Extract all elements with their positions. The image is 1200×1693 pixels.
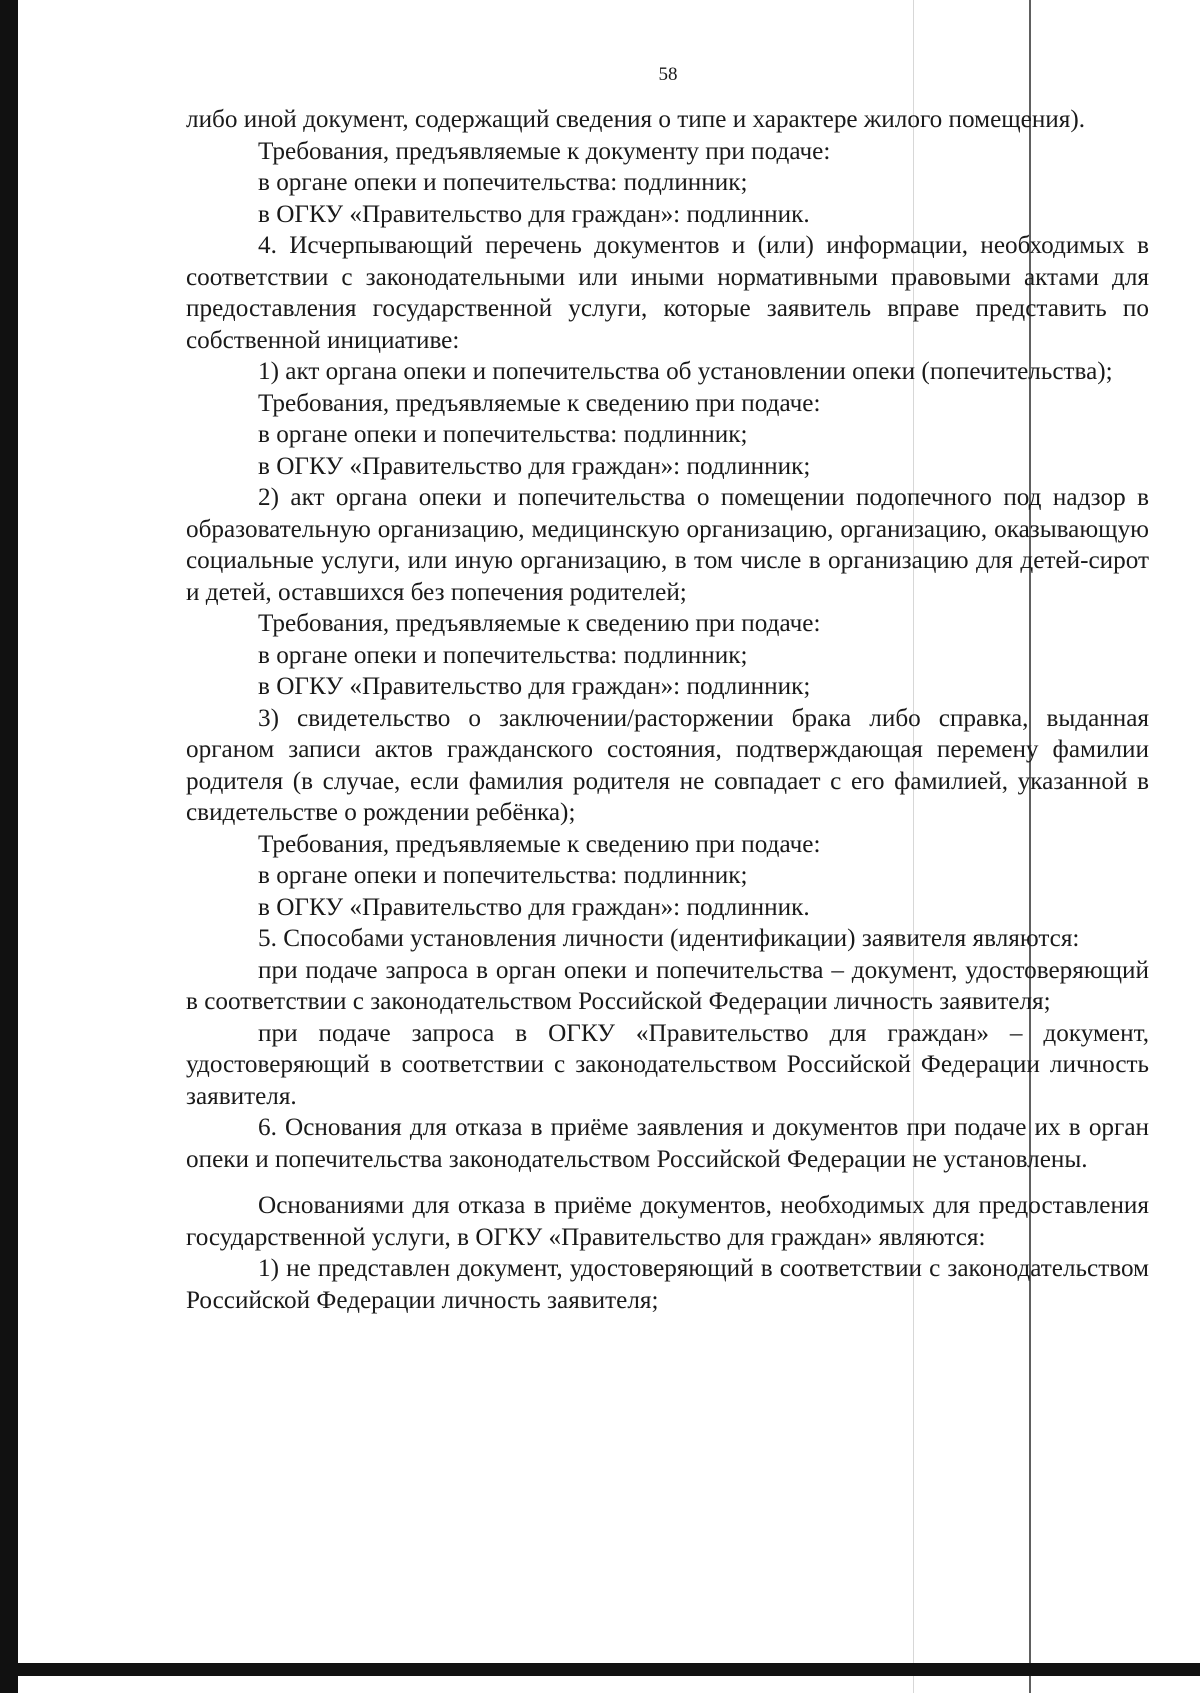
paragraph: при подаче запроса в орган опеки и попечительства – документ, удостоверяющий в соответствии с законодательством Российской Федерации личность заявителя;	[186, 956, 1149, 1015]
document-body	[186, 104, 1149, 1316]
paragraph: либо иной документ, содержащий сведения о типе и характере жилого помещения).	[186, 106, 1086, 133]
paragraph: 6. Основания для отказа в приёме заявления и документов при подаче их в орган опеки и попечительства законодательством Российской Федерации не установлены.	[186, 1114, 1149, 1173]
paragraph: Требования, предъявляемые к сведению при подаче:	[258, 389, 821, 417]
paragraph: 1) акт органа опеки и попечительства об установлении опеки (попечительства);	[258, 358, 1113, 385]
paragraph: в органе опеки и попечительства: подлинник;	[258, 641, 748, 669]
paragraph: 3) свидетельство о заключении/расторжении брака либо справка, выданная органом записи актов гражданского состояния, подтверждающая перемену фамилии родителя (в случае, если фамилия родителя не совпадает с его фамилией, указанной в свидетельстве о рождении ребёнка);	[186, 704, 1149, 826]
scan-edge-bottom	[0, 1663, 1200, 1676]
paragraph: в органе опеки и попечительства: подлинник;	[258, 169, 748, 196]
paragraph: 1) не представлен документ, удостоверяющий в соответствии с законодательством Российской Федерации личность заявителя;	[186, 1255, 1149, 1314]
paragraph: в органе опеки и попечительства: подлинник;	[258, 421, 748, 448]
paragraph: в ОГКУ «Правительство для граждан»: подлинник.	[258, 200, 810, 228]
paragraph: Основаниями для отказа в приёме документов, необходимых для предоставления государственной услуги, в ОГКУ «Правительство для граждан» являются:	[186, 1192, 1149, 1251]
paragraph: 5. Способами установления личности (идентификации) заявителя являются:	[258, 925, 1080, 952]
paragraph: Требования, предъявляемые к документу при подаче:	[258, 137, 831, 165]
paragraph: Требования, предъявляемые к сведению при подаче:	[258, 830, 821, 858]
scan-edge-left	[0, 0, 18, 1693]
paragraph: Требования, предъявляемые к сведению при подаче:	[258, 610, 821, 637]
paragraph: в органе опеки и попечительства: подлинник;	[258, 862, 748, 889]
paragraph: в ОГКУ «Правительство для граждан»: подлинник;	[258, 452, 811, 480]
paragraph: в ОГКУ «Правительство для граждан»: подлинник.	[258, 893, 810, 921]
paragraph: 4. Исчерпывающий перечень документов и (или) информации, необходимых в соответствии с законодательными или иными нормативными правовыми актами для предоставления государственной услуги, которые заявитель вправе представить по собственной инициативе:	[186, 232, 1149, 354]
page-number: 58	[658, 64, 678, 85]
paragraph: при подаче запроса в ОГКУ «Правительство для граждан» – документ, удостоверяющий в соответствии с законодательством Российской Федерации личность заявителя.	[186, 1019, 1149, 1110]
paragraph: 2) акт органа опеки и попечительства о помещении подопечного под надзор в образовательную организацию, медицинскую организацию, организацию, оказывающую социальные услуги, или иную организацию, в том числе в организацию для детей-сирот и детей, оставшихся без попечения родителей;	[186, 484, 1149, 606]
paragraph: в ОГКУ «Правительство для граждан»: подлинник;	[258, 673, 811, 700]
